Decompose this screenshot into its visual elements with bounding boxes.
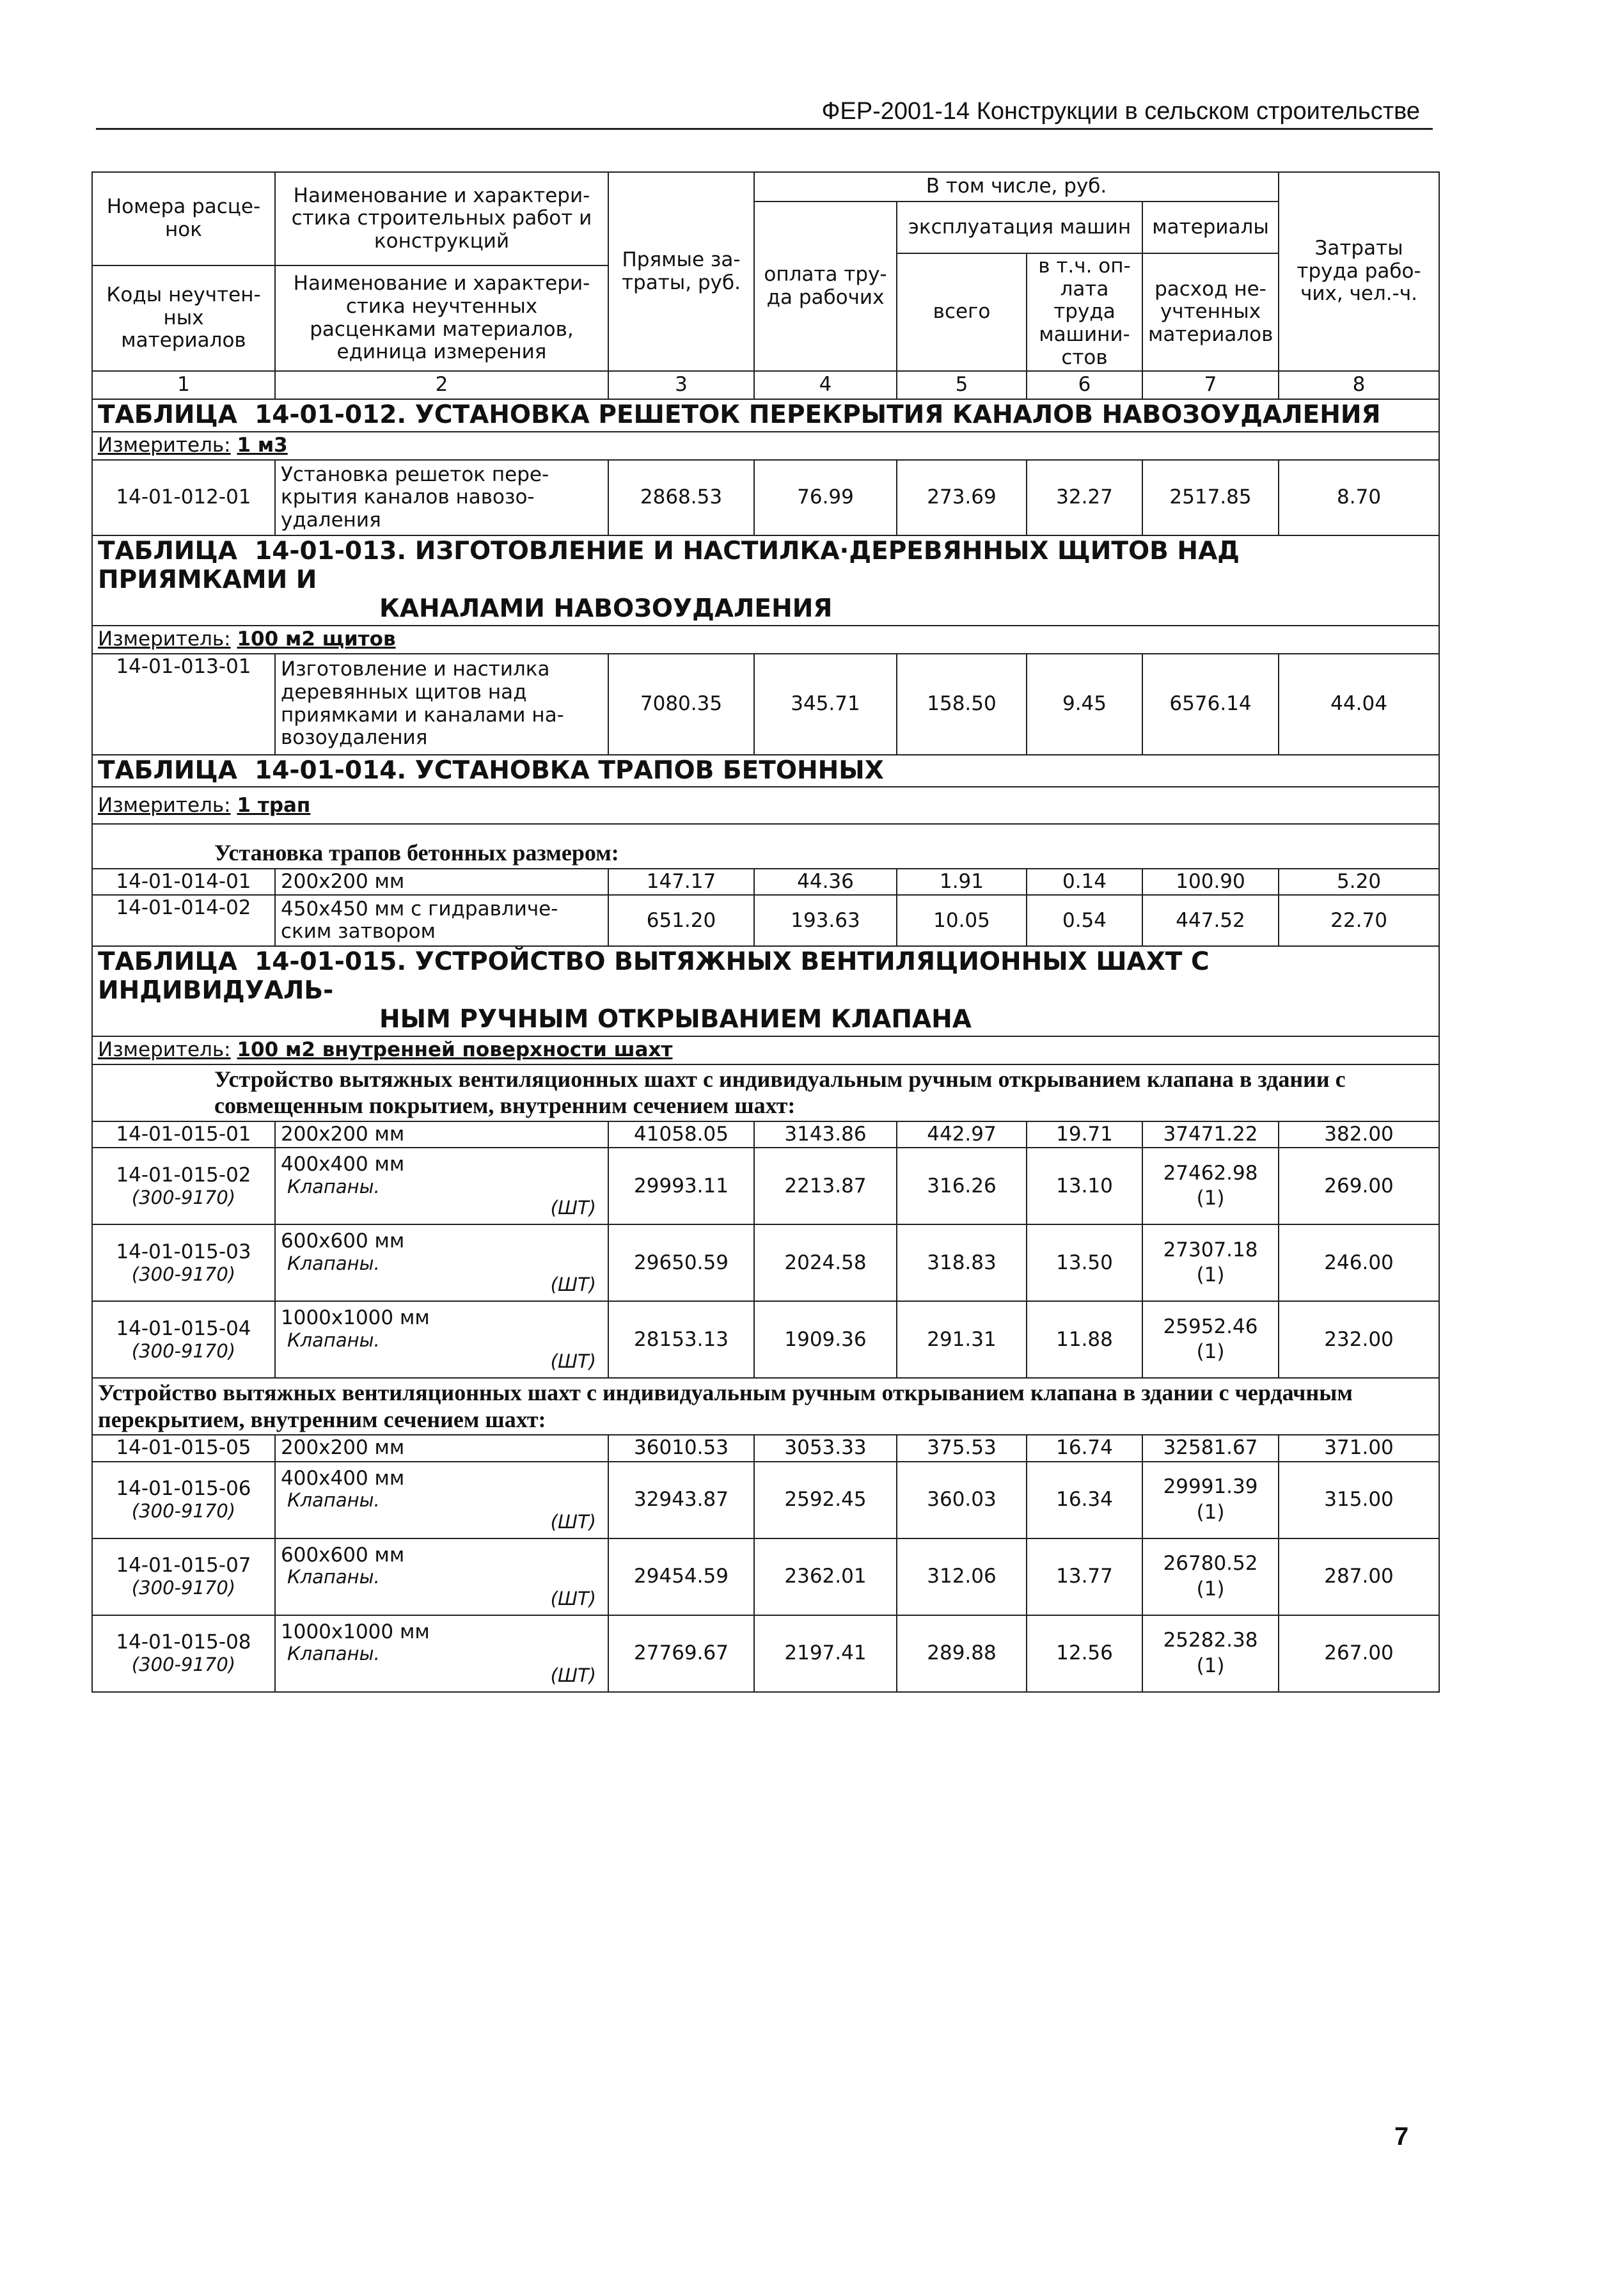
labor-hours: 315.00: [1279, 1462, 1439, 1538]
materials-cost: 2517.85: [1142, 460, 1279, 535]
machines-total: 316.26: [897, 1148, 1027, 1224]
resource-name: Клапаны.: [287, 1252, 380, 1274]
machines-labor: 13.77: [1027, 1538, 1142, 1615]
section-title: ТАБЛИЦА 14-01-013. ИЗГОТОВЛЕНИЕ И НАСТИЛКА·ДЕРЕВЯННЫХ ЩИТОВ НАД ПРИЯМКАМИ И КАНАЛАМИ НАВОЗОУДАЛЕНИЯ: [92, 535, 1439, 626]
header-col2-top: Наименование и характери-стика строительных работ и конструкций: [275, 172, 608, 265]
price-table-container: [91, 171, 1439, 1693]
direct-cost: 2868.53: [608, 460, 754, 535]
machines-labor: 0.14: [1027, 869, 1142, 896]
rate-code: 14-01-014-01: [92, 869, 275, 896]
labor-pay: 2592.45: [754, 1462, 897, 1538]
resource-name: Клапаны.: [287, 1643, 380, 1665]
table-row: [92, 1301, 1439, 1378]
machines-total: 360.03: [897, 1462, 1027, 1538]
rate-code: 14-01-015-05: [92, 1435, 275, 1462]
table-row: [92, 869, 1439, 896]
rate-code: 14-01-015-06: [116, 1477, 251, 1501]
direct-cost: 7080.35: [608, 654, 754, 755]
group-heading: Устройство вытяжных вентиляционных шахт с индивидуальным ручным открыванием клапана в здании с чердачным перекрытием, внутренним сечением шахт:: [92, 1378, 1439, 1435]
materials-cell: [1142, 1538, 1279, 1615]
labor-pay: 76.99: [754, 460, 897, 535]
column-number: 5: [897, 371, 1027, 399]
materials-cell: [1142, 1462, 1279, 1538]
materials-cost: 25282.38: [1163, 1629, 1258, 1652]
labor-pay: 2197.41: [754, 1615, 897, 1692]
labor-pay: 3053.33: [754, 1435, 897, 1462]
header-labor-hours: Затраты труда рабо-чих, чел.-ч.: [1279, 172, 1439, 371]
table-row: [92, 1435, 1439, 1462]
materials-cell: [1142, 1301, 1279, 1378]
work-name: 600x600 мм: [281, 1543, 405, 1567]
labor-hours: 8.70: [1279, 460, 1439, 535]
materials-cost: 27462.98: [1163, 1161, 1258, 1185]
work-name-cell: [275, 1224, 608, 1301]
machines-labor: 13.10: [1027, 1148, 1142, 1224]
table-row: [92, 895, 1439, 946]
labor-hours: 44.04: [1279, 654, 1439, 755]
machines-total: 318.83: [897, 1224, 1027, 1301]
resource-unit: (ШТ): [550, 1664, 596, 1686]
machines-labor: 16.74: [1027, 1435, 1142, 1462]
table-row: [92, 1121, 1439, 1148]
section-measure: Измеритель: 1 м3: [92, 432, 1439, 460]
header-unaccounted-materials: расход не-учтенных материалов: [1142, 253, 1279, 371]
column-number: 6: [1027, 371, 1142, 399]
section-title: ТАБЛИЦА 14-01-014. УСТАНОВКА ТРАПОВ БЕТОННЫХ: [92, 755, 1439, 787]
rate-code: 14-01-015-07: [116, 1554, 251, 1577]
labor-hours: 371.00: [1279, 1435, 1439, 1462]
price-table: [91, 171, 1440, 1693]
resource-unit: (ШТ): [550, 1587, 596, 1609]
section-title-row: [92, 535, 1439, 626]
materials-cost: 29991.39: [1163, 1475, 1258, 1499]
direct-cost: 32943.87: [608, 1462, 754, 1538]
section-measure: Измеритель: 100 м2 внутренней поверхности шахт: [92, 1036, 1439, 1064]
resource-unit: (ШТ): [550, 1510, 596, 1533]
labor-hours: 232.00: [1279, 1301, 1439, 1378]
page-number: 7: [1394, 2123, 1409, 2151]
group-heading-row: [92, 824, 1439, 868]
column-number: 3: [608, 371, 754, 399]
rate-code-cell: [92, 1462, 275, 1538]
work-name: Установка решеток пере-крытия каналов навозо-удаления: [275, 460, 608, 535]
section-measure: Измеритель: 1 трап: [92, 787, 1439, 824]
resource-name: Клапаны.: [287, 1175, 380, 1198]
rate-code-cell: [92, 1148, 275, 1224]
labor-hours: 287.00: [1279, 1538, 1439, 1615]
material-code: (300-9170): [131, 1653, 236, 1675]
materials-cost: 26780.52: [1163, 1552, 1258, 1576]
work-name: 450x450 мм с гидравличе-ским затвором: [275, 895, 608, 946]
labor-pay: 2213.87: [754, 1148, 897, 1224]
labor-pay: 345.71: [754, 654, 897, 755]
materials-cost: 25952.46: [1163, 1315, 1258, 1338]
materials-cost: 6576.14: [1142, 654, 1279, 755]
material-code: (300-9170): [131, 1499, 236, 1522]
work-name: 400x400 мм: [281, 1466, 405, 1490]
machines-labor: 11.88: [1027, 1301, 1142, 1378]
materials-cost: 37471.22: [1142, 1121, 1279, 1148]
table-row: [92, 1538, 1439, 1615]
direct-cost: 41058.05: [608, 1121, 754, 1148]
work-name-cell: [275, 1538, 608, 1615]
material-code: (300-9170): [131, 1263, 236, 1285]
rate-code: 14-01-012-01: [92, 460, 275, 535]
direct-cost: 29454.59: [608, 1538, 754, 1615]
table-row: [92, 460, 1439, 535]
column-number: 2: [275, 371, 608, 399]
rate-code: 14-01-015-03: [116, 1240, 251, 1263]
material-code: (300-9170): [131, 1576, 236, 1599]
work-name: 200x200 мм: [275, 1121, 608, 1148]
resource-unit: (ШТ): [550, 1274, 596, 1296]
resource-name: Клапаны.: [287, 1489, 380, 1512]
resource-qty: (1): [1196, 1500, 1225, 1524]
group-heading-row: [92, 1378, 1439, 1435]
section-title-row: [92, 946, 1439, 1036]
resource-qty: (1): [1196, 1654, 1225, 1677]
column-numbers-row: [92, 371, 1439, 399]
rate-code: 14-01-015-08: [116, 1631, 251, 1654]
rate-code: 14-01-015-01: [92, 1121, 275, 1148]
work-name-cell: [275, 1148, 608, 1224]
measure-row: [92, 787, 1439, 824]
material-code: (300-9170): [131, 1340, 236, 1362]
materials-cell: [1142, 1615, 1279, 1692]
labor-pay: 2024.58: [754, 1224, 897, 1301]
header-including: В том числе, руб.: [754, 172, 1279, 202]
direct-cost: 29993.11: [608, 1148, 754, 1224]
machines-total: 1.91: [897, 869, 1027, 896]
machines-labor: 9.45: [1027, 654, 1142, 755]
work-name: 200x200 мм: [275, 1435, 608, 1462]
rate-code-cell: [92, 1224, 275, 1301]
rate-code: 14-01-014-02: [92, 895, 275, 946]
column-number: 8: [1279, 371, 1439, 399]
group-heading: Устройство вытяжных вентиляционных шахт с индивидуальным ручным открыванием клапана в здании с совмещенным покрытием, внутренним сечением шахт:: [92, 1064, 1439, 1121]
header-direct-costs: Прямые за-траты, руб.: [608, 172, 754, 371]
header-machines-labor: в т.ч. оп-лата труда машини-стов: [1027, 253, 1142, 371]
resource-qty: (1): [1196, 1263, 1225, 1287]
resource-unit: (ШТ): [550, 1197, 596, 1219]
materials-cell: [1142, 1224, 1279, 1301]
header-machines: эксплуатация машин: [897, 202, 1142, 253]
machines-total: 158.50: [897, 654, 1027, 755]
header-col1-top: Номера расце-нок: [92, 172, 275, 265]
labor-pay: 44.36: [754, 869, 897, 896]
header-materials: материалы: [1142, 202, 1279, 253]
work-name: 200x200 мм: [275, 869, 608, 896]
resource-name: Клапаны.: [287, 1329, 380, 1351]
direct-cost: 36010.53: [608, 1435, 754, 1462]
materials-cost: 32581.67: [1142, 1435, 1279, 1462]
rate-code: 14-01-015-04: [116, 1316, 251, 1340]
measure-row: [92, 1036, 1439, 1064]
running-header: [96, 90, 1433, 130]
header-col2-bottom: Наименование и характери-стика неучтенных расценками материалов, единица измерения: [275, 265, 608, 371]
labor-hours: 5.20: [1279, 869, 1439, 896]
work-name: 600x600 мм: [281, 1229, 405, 1253]
labor-hours: 22.70: [1279, 895, 1439, 946]
group-heading: Установка трапов бетонных размером:: [92, 824, 1439, 868]
machines-total: 10.05: [897, 895, 1027, 946]
resource-qty: (1): [1196, 1187, 1225, 1210]
resource-qty: (1): [1196, 1340, 1225, 1364]
table-header-row: [92, 172, 1439, 202]
header-labor-pay: оплата тру-да рабочих: [754, 202, 897, 371]
running-title: ФЕР-2001-14 Конструкции в сельском строительстве: [821, 98, 1420, 125]
resource-qty: (1): [1196, 1577, 1225, 1601]
machines-total: 375.53: [897, 1435, 1027, 1462]
work-name-cell: [275, 1615, 608, 1692]
rate-code-cell: [92, 1538, 275, 1615]
work-name: 400x400 мм: [281, 1153, 405, 1176]
machines-total: 273.69: [897, 460, 1027, 535]
header-col1-bottom: Коды неучтен-ных материалов: [92, 265, 275, 371]
table-row: [92, 1462, 1439, 1538]
materials-cell: [1142, 1148, 1279, 1224]
rate-code-cell: [92, 1615, 275, 1692]
measure-row: [92, 432, 1439, 460]
material-code: (300-9170): [131, 1186, 236, 1208]
work-name: 1000x1000 мм: [281, 1306, 430, 1330]
work-name: 1000x1000 мм: [281, 1620, 430, 1643]
table-row: [92, 1615, 1439, 1692]
labor-pay: 3143.86: [754, 1121, 897, 1148]
materials-cost: 447.52: [1142, 895, 1279, 946]
direct-cost: 29650.59: [608, 1224, 754, 1301]
machines-labor: 16.34: [1027, 1462, 1142, 1538]
machines-total: 291.31: [897, 1301, 1027, 1378]
direct-cost: 28153.13: [608, 1301, 754, 1378]
section-title-row: [92, 755, 1439, 787]
machines-total: 312.06: [897, 1538, 1027, 1615]
section-title: ТАБЛИЦА 14-01-015. УСТРОЙСТВО ВЫТЯЖНЫХ ВЕНТИЛЯЦИОННЫХ ШАХТ С ИНДИВИДУАЛЬ- НЫМ РУЧНЫМ ОТКРЫВАНИЕМ КЛАПАНА: [92, 946, 1439, 1036]
machines-total: 442.97: [897, 1121, 1027, 1148]
section-title-row: [92, 399, 1439, 432]
column-number: 7: [1142, 371, 1279, 399]
group-heading-row: [92, 1064, 1439, 1121]
column-number: 1: [92, 371, 275, 399]
machines-labor: 12.56: [1027, 1615, 1142, 1692]
machines-labor: 13.50: [1027, 1224, 1142, 1301]
direct-cost: 651.20: [608, 895, 754, 946]
labor-hours: 382.00: [1279, 1121, 1439, 1148]
work-name-cell: [275, 1301, 608, 1378]
labor-hours: 267.00: [1279, 1615, 1439, 1692]
machines-labor: 19.71: [1027, 1121, 1142, 1148]
table-row: [92, 1148, 1439, 1224]
column-number: 4: [754, 371, 897, 399]
rate-code-cell: [92, 1301, 275, 1378]
section-title: ТАБЛИЦА 14-01-012. УСТАНОВКА РЕШЕТОК ПЕРЕКРЫТИЯ КАНАЛОВ НАВОЗОУДАЛЕНИЯ: [92, 399, 1439, 432]
materials-cost: 27307.18: [1163, 1238, 1258, 1261]
labor-hours: 269.00: [1279, 1148, 1439, 1224]
rate-code: 14-01-013-01: [92, 654, 275, 755]
table-row: [92, 1224, 1439, 1301]
section-measure: Измеритель: 100 м2 щитов: [92, 626, 1439, 654]
work-name: Изготовление и настилка деревянных щитов над приямками и каналами на-возоудаления: [275, 654, 608, 755]
labor-pay: 193.63: [754, 895, 897, 946]
labor-pay: 2362.01: [754, 1538, 897, 1615]
rate-code: 14-01-015-02: [116, 1163, 251, 1187]
direct-cost: 147.17: [608, 869, 754, 896]
direct-cost: 27769.67: [608, 1615, 754, 1692]
machines-labor: 0.54: [1027, 895, 1142, 946]
machines-labor: 32.27: [1027, 460, 1142, 535]
labor-hours: 246.00: [1279, 1224, 1439, 1301]
labor-pay: 1909.36: [754, 1301, 897, 1378]
header-machines-total: всего: [897, 253, 1027, 371]
work-name-cell: [275, 1462, 608, 1538]
measure-row: [92, 626, 1439, 654]
resource-unit: (ШТ): [550, 1350, 596, 1373]
table-row: [92, 654, 1439, 755]
machines-total: 289.88: [897, 1615, 1027, 1692]
materials-cost: 100.90: [1142, 869, 1279, 896]
resource-name: Клапаны.: [287, 1566, 380, 1588]
